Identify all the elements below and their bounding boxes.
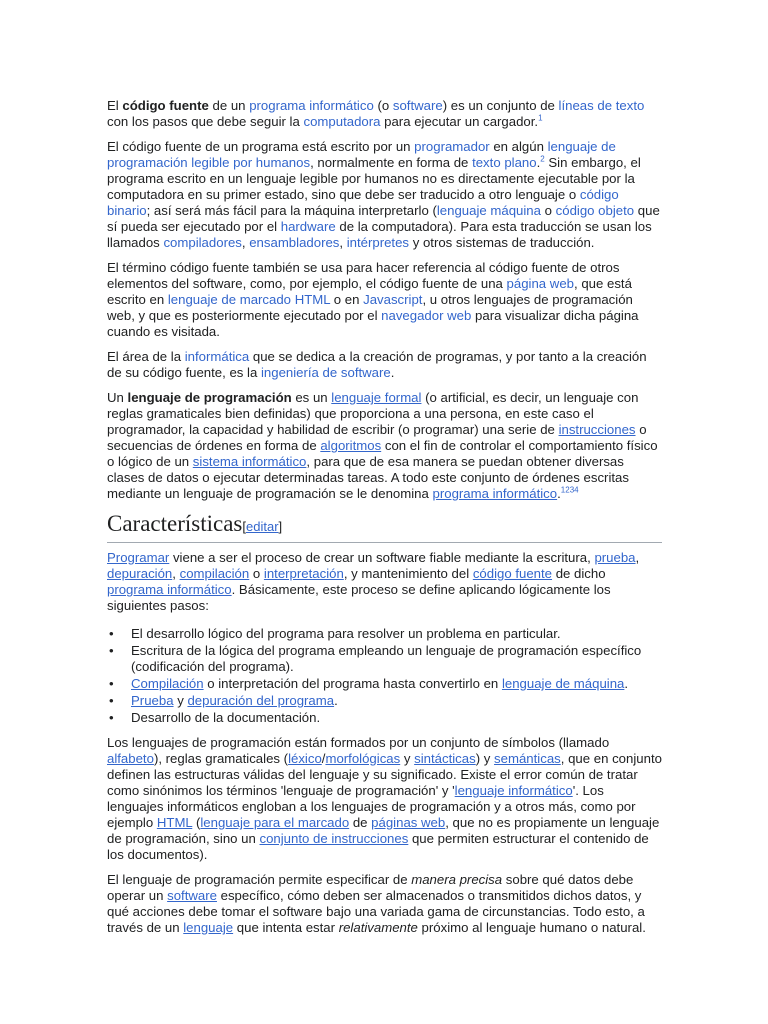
text: Desarrollo de la documentación. xyxy=(131,710,321,725)
text: y xyxy=(400,751,415,766)
text: El xyxy=(107,98,123,113)
text: o xyxy=(540,203,556,218)
link-texto-plano[interactable]: texto plano xyxy=(472,155,537,170)
link-prueba[interactable]: prueba xyxy=(594,550,636,565)
link-html[interactable]: HTML xyxy=(156,815,193,830)
link-lenguaje-maquina[interactable]: lenguaje máquina xyxy=(436,203,541,218)
link-lexico[interactable]: léxico xyxy=(288,751,322,766)
paragraph-programar xyxy=(107,550,662,614)
link-navegador-web[interactable]: navegador web xyxy=(381,308,472,323)
bold-term: lenguaje de programación xyxy=(127,390,292,405)
link-codigo-fuente[interactable]: código fuente xyxy=(472,566,553,581)
bracket: ] xyxy=(278,519,283,534)
text: El lenguaje de programación permite especificar de xyxy=(107,872,412,887)
section-title-text: Características xyxy=(107,511,243,536)
text: o en xyxy=(330,292,364,307)
text: , que está escrito en xyxy=(107,276,632,307)
list-item xyxy=(131,626,662,642)
edit-link[interactable]: editar xyxy=(246,519,279,534)
text: para ejecutar un cargador. xyxy=(380,114,539,129)
text: El código fuente de un programa está escrito por un xyxy=(107,139,415,154)
link-sintacticas[interactable]: sintácticas xyxy=(414,751,476,766)
link-programa-informatico[interactable]: programa informático xyxy=(107,582,232,597)
link-conjunto-de-instrucciones[interactable]: conjunto de instrucciones xyxy=(259,831,409,846)
paragraph-area xyxy=(107,349,662,381)
text: , que en conjunto definen las estructuras válidas del lenguaje y su significado. Existe el error común de tratar como sinónimos los términos 'lenguaje de programación' y ' xyxy=(107,751,662,798)
paragraph-simbolos xyxy=(107,735,662,863)
text: que sí pueda ser ejecutado por el xyxy=(107,203,660,234)
text: ), reglas gramaticales ( xyxy=(153,751,289,766)
text: de xyxy=(349,815,372,830)
text: , xyxy=(339,235,347,250)
text: ) es un conjunto de xyxy=(442,98,559,113)
link-compiladores[interactable]: compiladores xyxy=(163,235,242,250)
text: con el fin de controlar el comportamiento físico o lógico de un xyxy=(107,438,658,469)
text: , normalmente en forma de xyxy=(310,155,473,170)
text: con los pasos que debe seguir la xyxy=(107,114,304,129)
link-lenguaje[interactable]: lenguaje xyxy=(183,920,234,935)
text: de un xyxy=(208,98,250,113)
text: y xyxy=(173,693,188,708)
link-informatica[interactable]: informática xyxy=(184,349,250,364)
text: ) y xyxy=(475,751,495,766)
text: Escritura de la lógica del programa empleando un lenguaje de programación específico (codificación del programa). xyxy=(131,643,642,674)
section-title xyxy=(107,511,662,543)
text: , u otros lenguajes de programación web, y que es posteriormente ejecutado por el xyxy=(107,292,633,323)
text: , y mantenimiento del xyxy=(343,566,473,581)
section-header xyxy=(107,511,662,543)
text: específico, cómo deben ser almacenados o transmitidos dichos datos, y qué acciones debe tomar el software bajo una variada gama de circunstancias. Todo esto, a través de un xyxy=(107,888,645,935)
text: Sin embargo, el programa escrito en un lenguaje legible por humanos no es directamente ejecutable por la computadora en su primer estado, sino que debe ser traducido a otro lenguaje o xyxy=(107,155,641,202)
link-instrucciones[interactable]: instrucciones xyxy=(558,422,636,437)
link-ensambladores[interactable]: ensambladores xyxy=(249,235,340,250)
text: Los lenguajes de programación están formados por un conjunto de símbolos (llamado xyxy=(107,735,610,750)
link-depuracion-del-programa[interactable]: depuración del programa xyxy=(187,693,335,708)
paragraph-lenguaje xyxy=(107,390,662,502)
text: y otros sistemas de traducción. xyxy=(409,235,595,250)
link-alfabeto[interactable]: alfabeto xyxy=(107,751,154,766)
link-lenguaje-para-el-marcado[interactable]: lenguaje para el marcado xyxy=(200,815,350,830)
link-codigo-binario[interactable]: código binario xyxy=(107,187,619,218)
text: viene a ser el proceso de crear un software fiable mediante la escritura, xyxy=(169,550,595,565)
text: que se dedica a la creación de programas, y por tanto a la creación de su código fuente, es la xyxy=(107,349,647,380)
text: sobre qué datos debe operar un xyxy=(107,872,634,903)
link-compilacion[interactable]: compilación xyxy=(179,566,250,581)
bracket: [ xyxy=(242,519,246,534)
bold-term: código fuente xyxy=(122,98,209,113)
paragraph-intro xyxy=(107,98,662,130)
text: Un xyxy=(107,390,128,405)
list-item xyxy=(131,693,662,709)
text: en algún xyxy=(489,139,548,154)
link-programador[interactable]: programador xyxy=(414,139,490,154)
text: ; así será más fácil para la máquina interpretarlo ( xyxy=(146,203,437,218)
link-paginas-web[interactable]: páginas web xyxy=(371,815,446,830)
edit-section xyxy=(242,519,282,534)
link-pagina-web[interactable]: página web xyxy=(506,276,574,291)
text: El término código fuente también se usa para hacer referencia al código fuente de otros elementos del software, como, por ejemplo, el código fuente de una xyxy=(107,260,620,291)
italic-text: manera precisa xyxy=(411,872,503,887)
link-interpretes[interactable]: intérpretes xyxy=(346,235,410,250)
link-morfologicas[interactable]: morfológicas xyxy=(325,751,401,766)
link-lenguaje-de-maquina[interactable]: lenguaje de máquina xyxy=(501,676,625,691)
link-programar[interactable]: Programar xyxy=(107,550,170,565)
link-programa-informatico[interactable]: programa informático xyxy=(432,486,558,501)
text: , para que de esa manera se puedan obtener diversas clases de datos o ejecutar determinadas tareas. A todo este conjunto de órdenes escritas mediante un lenguaje de programación se le denomina xyxy=(107,454,629,501)
link-programa-informatico[interactable]: programa informático xyxy=(249,98,374,113)
link-compilacion[interactable]: Compilación xyxy=(131,676,204,691)
link-hardware[interactable]: hardware xyxy=(280,219,336,234)
text: o xyxy=(249,566,264,581)
reference-1234[interactable]: 1234 xyxy=(560,485,579,495)
link-software[interactable]: software xyxy=(167,888,217,903)
steps-list xyxy=(107,626,662,726)
text: . xyxy=(390,365,395,380)
text: , que no es propiamente un lenguaje de programación, sino un xyxy=(107,815,660,846)
text: El desarrollo lógico del programa para resolver un problema en particular. xyxy=(131,626,561,641)
article-body xyxy=(107,98,662,945)
text: , xyxy=(635,550,640,565)
text: . xyxy=(624,676,629,691)
link-computadora[interactable]: computadora xyxy=(303,114,381,129)
text: o secuencias de órdenes en forma de xyxy=(107,422,647,453)
link-codigo-objeto[interactable]: código objeto xyxy=(555,203,635,218)
text: . xyxy=(536,155,541,170)
list-item xyxy=(131,676,662,692)
text: próximo al lenguaje humano o natural. xyxy=(417,920,646,935)
link-lenguaje-informatico[interactable]: lenguaje informático xyxy=(454,783,573,798)
link-lenguaje-formal[interactable]: lenguaje formal xyxy=(331,390,422,405)
link-interpretacion[interactable]: interpretación xyxy=(263,566,344,581)
link-lineas-de-texto[interactable]: líneas de texto xyxy=(558,98,645,113)
text: , xyxy=(172,566,180,581)
link-sistema-informatico[interactable]: sistema informático xyxy=(192,454,307,469)
italic-text: relativamente xyxy=(338,920,418,935)
text: . xyxy=(557,486,561,501)
text: . Básicamente, este proceso se define aplicando lógicamente los siguientes pasos: xyxy=(107,582,611,613)
link-software[interactable]: software xyxy=(392,98,443,113)
link-semanticas[interactable]: semánticas xyxy=(494,751,561,766)
text: / xyxy=(321,751,326,766)
text: que permiten estructurar el contenido de los documentos). xyxy=(107,831,649,862)
link-ingenieria-de-software[interactable]: ingeniería de software xyxy=(260,365,391,380)
link-depuracion[interactable]: depuración xyxy=(107,566,173,581)
text: es un xyxy=(291,390,332,405)
text: de dicho xyxy=(552,566,606,581)
text: que intenta estar xyxy=(233,920,339,935)
link-lenguaje-de-marcado[interactable]: lenguaje de marcado xyxy=(167,292,292,307)
list-item xyxy=(131,643,662,675)
list-item xyxy=(131,710,662,726)
text: de la computadora). Para esta traducción se usan los llamados xyxy=(107,219,652,250)
text: (o artificial, es decir, un lenguaje con reglas gramaticales bien definidas) que proporciona a una persona, en este caso el programador, la capacidad y habilidad de escribir (o programar) una serie de xyxy=(107,390,639,437)
reference-1[interactable]: 1 xyxy=(538,113,543,123)
text: para visualizar dicha página cuando es visitada. xyxy=(107,308,639,339)
text: El área de la xyxy=(107,349,185,364)
text: o interpretación del programa hasta convertirlo en xyxy=(203,676,502,691)
link-prueba[interactable]: Prueba xyxy=(131,693,174,708)
text: (o xyxy=(373,98,393,113)
text: . xyxy=(334,693,338,708)
link-javascript[interactable]: Javascript xyxy=(363,292,423,307)
reference-2[interactable]: 2 xyxy=(540,154,545,164)
paragraph-termino xyxy=(107,260,662,340)
paragraph-especificar xyxy=(107,872,662,936)
text: '. Los lenguajes informáticos engloban a los lenguajes de programación y a otros más, como por ejemplo xyxy=(107,783,636,830)
paragraph-codigo-fuente xyxy=(107,139,662,251)
text: , xyxy=(241,235,250,250)
link-algoritmos[interactable]: algoritmos xyxy=(320,438,382,453)
link-lenguaje-programacion[interactable]: lenguaje de programación legible por humanos xyxy=(107,139,616,170)
link-html[interactable]: HTML xyxy=(294,292,331,307)
text: ( xyxy=(192,815,201,830)
